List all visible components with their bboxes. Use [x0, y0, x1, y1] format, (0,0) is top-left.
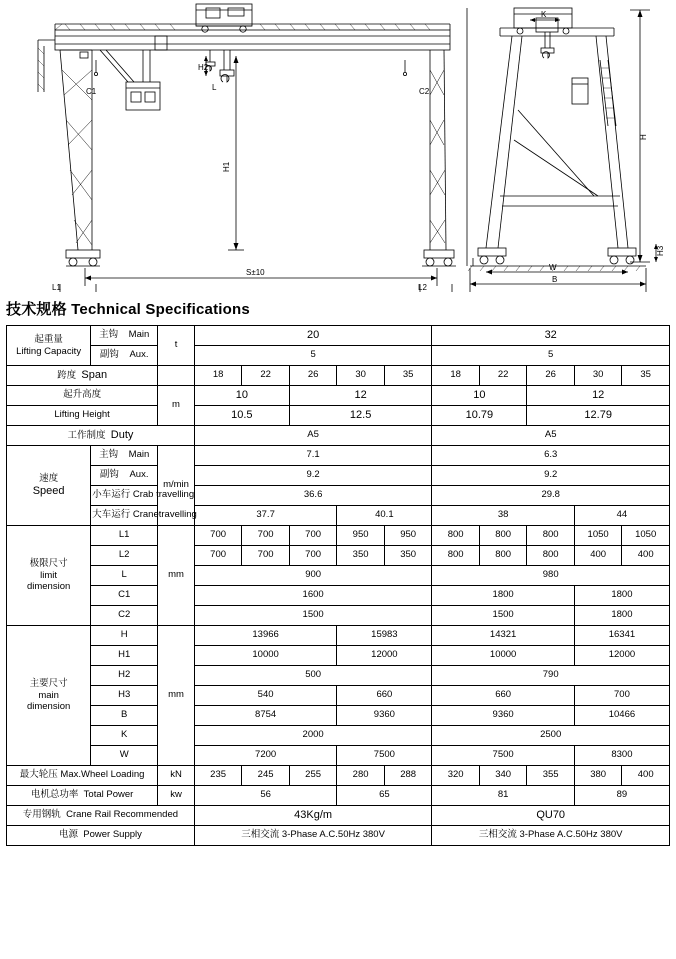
- cell-supply-2: 三相交流 3-Phase A.C.50Hz 380V: [432, 826, 670, 846]
- label-c2: C2: [419, 87, 430, 96]
- cell-w-2: 7500: [337, 746, 432, 766]
- row-label-main-dimension: 主要尺寸 main dimension: [7, 626, 91, 766]
- cell-h1-3: 10000: [432, 646, 575, 666]
- cell-speed-crane-2: 40.1: [337, 506, 432, 526]
- label-h2: H2: [198, 63, 209, 72]
- limit-key-c1: C1: [91, 586, 158, 606]
- cell-speed-aux-1: 9.2: [194, 466, 432, 486]
- cell-wheel-10: 400: [622, 766, 670, 786]
- cell-l-2: 980: [432, 566, 670, 586]
- row-label-span: 跨度 Span: [7, 366, 158, 386]
- cell-capacity-20: 20: [194, 326, 432, 346]
- cell-l2-7: 800: [479, 546, 527, 566]
- label-k: K: [541, 10, 547, 19]
- table-row: [7, 806, 670, 826]
- cell-l1-9: 1050: [574, 526, 622, 546]
- cell-rail-1: 43Kg/m: [194, 806, 432, 826]
- main-key-h3: H3: [91, 686, 158, 706]
- unit-span: [158, 366, 195, 386]
- table-row: [7, 626, 670, 646]
- cell-l2-6: 800: [432, 546, 480, 566]
- cell-speed-aux-2: 9.2: [432, 466, 670, 486]
- cell-l1-3: 700: [289, 526, 337, 546]
- cell-span-7: 22: [479, 366, 527, 386]
- cell-speed-main-1: 7.1: [194, 446, 432, 466]
- cell-l2-1: 700: [194, 546, 242, 566]
- cell-c2-2: 1500: [432, 606, 575, 626]
- label-c1: C1: [86, 87, 97, 96]
- cell-lh-2: 12: [289, 386, 432, 406]
- cell-wheel-8: 355: [527, 766, 575, 786]
- cell-l1-2: 700: [242, 526, 290, 546]
- speed-sub-crane: 大车运行 Cranetravelling: [91, 506, 158, 526]
- label-l2: L2: [418, 283, 427, 292]
- cell-h-4: 16341: [574, 626, 669, 646]
- table-row: [7, 786, 670, 806]
- cell-span-8: 26: [527, 366, 575, 386]
- cell-span-1: 18: [194, 366, 242, 386]
- cell-c1-1: 1600: [194, 586, 432, 606]
- row-label-max-wheel-loading: 最大轮压 Max.Wheel Loading: [7, 766, 158, 786]
- cell-l1-7: 800: [479, 526, 527, 546]
- label-h: H: [639, 134, 648, 140]
- cell-h-3: 14321: [432, 626, 575, 646]
- cell-w-1: 7200: [194, 746, 337, 766]
- cell-k-2: 2500: [432, 726, 670, 746]
- cell-h1-2: 12000: [337, 646, 432, 666]
- cell-l1-5: 950: [384, 526, 432, 546]
- crane-drawing: [0, 0, 676, 296]
- cell-wheel-2: 245: [242, 766, 290, 786]
- cell-lh-4: 12: [527, 386, 670, 406]
- limit-key-l: L: [91, 566, 158, 586]
- table-row: [7, 426, 670, 446]
- cell-b-1: 8754: [194, 706, 337, 726]
- page-title: 技术规格 Technical Specifications: [6, 301, 250, 318]
- cell-duty-2: A5: [432, 426, 670, 446]
- cell-b-2: 9360: [337, 706, 432, 726]
- unit-kn: kN: [158, 766, 195, 786]
- speed-sub-crab: 小车运行 Crab travelling: [91, 486, 158, 506]
- cell-lh2-4: 12.79: [527, 406, 670, 426]
- cell-c2-3: 1800: [574, 606, 669, 626]
- cell-wheel-7: 340: [479, 766, 527, 786]
- cell-h2-1: 500: [194, 666, 432, 686]
- speed-sub-aux: 副钩 Aux.: [91, 466, 158, 486]
- label-h3: H3: [656, 245, 665, 256]
- cell-power-4: 89: [574, 786, 669, 806]
- row-label-lifting-capacity: 起重量 Lifting Capacity: [7, 326, 91, 366]
- unit-mmin: m/min: [158, 446, 195, 526]
- limit-key-c2: C2: [91, 606, 158, 626]
- cell-wheel-3: 255: [289, 766, 337, 786]
- table-row: [7, 586, 670, 606]
- table-row: [7, 546, 670, 566]
- cell-speed-crab-2: 29.8: [432, 486, 670, 506]
- table-row: [7, 326, 670, 346]
- cell-supply-1: 三相交流 3-Phase A.C.50Hz 380V: [194, 826, 432, 846]
- cell-aux-2: 5: [432, 346, 670, 366]
- cell-span-5: 35: [384, 366, 432, 386]
- cell-l2-2: 700: [242, 546, 290, 566]
- cell-h3-2: 660: [337, 686, 432, 706]
- label-l1: L1: [52, 283, 61, 292]
- cell-lh2-1: 10.5: [194, 406, 289, 426]
- cell-h2-2: 790: [432, 666, 670, 686]
- cell-aux-1: 5: [194, 346, 432, 366]
- table-row: [7, 746, 670, 766]
- cell-b-3: 9360: [432, 706, 575, 726]
- table-row: [7, 466, 670, 486]
- speed-sub-main: 主钩 Main: [91, 446, 158, 466]
- cell-speed-crane-4: 44: [574, 506, 669, 526]
- cell-l2-8: 800: [527, 546, 575, 566]
- cell-lh-1: 10: [194, 386, 289, 406]
- table-row: [7, 646, 670, 666]
- cell-span-3: 26: [289, 366, 337, 386]
- table-row: [7, 526, 670, 546]
- cell-speed-crane-1: 37.7: [194, 506, 337, 526]
- main-key-h1: H1: [91, 646, 158, 666]
- cell-l2-9: 400: [574, 546, 622, 566]
- table-row: [7, 686, 670, 706]
- unit-mm-limit: mm: [158, 526, 195, 626]
- main-key-w: W: [91, 746, 158, 766]
- cell-wheel-1: 235: [194, 766, 242, 786]
- cell-speed-main-2: 6.3: [432, 446, 670, 466]
- row-label-lifting-height-cn: 起升高度: [7, 386, 158, 406]
- cell-wheel-9: 380: [574, 766, 622, 786]
- cell-h3-4: 700: [574, 686, 669, 706]
- label-w: W: [549, 263, 557, 272]
- technical-specifications-table: [6, 325, 670, 846]
- sublabel-aux: 副钩 Aux.: [91, 346, 158, 366]
- cell-span-9: 30: [574, 366, 622, 386]
- table-row: [7, 706, 670, 726]
- cell-l1-4: 950: [337, 526, 385, 546]
- cell-c1-3: 1800: [574, 586, 669, 606]
- cell-h-1: 13966: [194, 626, 337, 646]
- cell-h1-1: 10000: [194, 646, 337, 666]
- limit-key-l2: L2: [91, 546, 158, 566]
- row-label-limit-dimension: 极限尺寸 limit dimension: [7, 526, 91, 626]
- row-label-duty: 工作制度 Duty: [7, 426, 195, 446]
- cell-l2-4: 350: [337, 546, 385, 566]
- cell-w-3: 7500: [432, 746, 575, 766]
- table-row: [7, 386, 670, 406]
- table-row: [7, 486, 670, 506]
- table-row: [7, 506, 670, 526]
- unit-mm-main: mm: [158, 626, 195, 766]
- cell-c1-2: 1800: [432, 586, 575, 606]
- cell-wheel-5: 288: [384, 766, 432, 786]
- cell-l2-3: 700: [289, 546, 337, 566]
- main-key-b: B: [91, 706, 158, 726]
- cell-l2-5: 350: [384, 546, 432, 566]
- label-h1: H1: [222, 161, 231, 172]
- row-label-crane-rail: 专用钢轨 Crane Rail Recommended: [7, 806, 195, 826]
- table-row: [7, 446, 670, 466]
- unit-t: t: [158, 326, 195, 366]
- cell-l1-6: 800: [432, 526, 480, 546]
- cell-b-4: 10466: [574, 706, 669, 726]
- limit-key-l1: L1: [91, 526, 158, 546]
- row-label-lifting-height-en: Lifting Height: [7, 406, 158, 426]
- unit-m: m: [158, 386, 195, 426]
- unit-kw: kw: [158, 786, 195, 806]
- table-row: [7, 826, 670, 846]
- cell-power-1: 56: [194, 786, 337, 806]
- main-key-h2: H2: [91, 666, 158, 686]
- cell-rail-2: QU70: [432, 806, 670, 826]
- cell-duty-1: A5: [194, 426, 432, 446]
- cell-wheel-4: 280: [337, 766, 385, 786]
- row-label-speed: 速度 Speed: [7, 446, 91, 526]
- cell-w-4: 8300: [574, 746, 669, 766]
- sublabel-main: 主钩 Main: [91, 326, 158, 346]
- main-key-k: K: [91, 726, 158, 746]
- table-row: [7, 566, 670, 586]
- table-row: [7, 726, 670, 746]
- table-row: [7, 406, 670, 426]
- cell-h1-4: 12000: [574, 646, 669, 666]
- cell-lh2-2: 12.5: [289, 406, 432, 426]
- cell-h3-1: 540: [194, 686, 337, 706]
- cell-c2-1: 1500: [194, 606, 432, 626]
- cell-lh2-3: 10.79: [432, 406, 527, 426]
- cell-capacity-32: 32: [432, 326, 670, 346]
- table-row: [7, 366, 670, 386]
- cell-span-10: 35: [622, 366, 670, 386]
- cell-l2-10: 400: [622, 546, 670, 566]
- cell-span-4: 30: [337, 366, 385, 386]
- table-row: [7, 666, 670, 686]
- cell-l1-8: 800: [527, 526, 575, 546]
- cell-h3-3: 660: [432, 686, 575, 706]
- cell-l1-1: 700: [194, 526, 242, 546]
- label-span: S±10: [246, 268, 265, 277]
- cell-l-1: 900: [194, 566, 432, 586]
- cell-wheel-6: 320: [432, 766, 480, 786]
- cell-span-6: 18: [432, 366, 480, 386]
- row-label-total-power: 电机总功率 Total Power: [7, 786, 158, 806]
- cell-span-2: 22: [242, 366, 290, 386]
- cell-power-2: 65: [337, 786, 432, 806]
- row-label-power-supply: 电源 Power Supply: [7, 826, 195, 846]
- cell-lh-3: 10: [432, 386, 527, 406]
- table-row: [7, 766, 670, 786]
- main-key-h: H: [91, 626, 158, 646]
- cell-speed-crab-1: 36.6: [194, 486, 432, 506]
- table-row: [7, 346, 670, 366]
- cell-l1-10: 1050: [622, 526, 670, 546]
- cell-k-1: 2000: [194, 726, 432, 746]
- table-row: [7, 606, 670, 626]
- cell-h-2: 15983: [337, 626, 432, 646]
- label-b: B: [552, 275, 558, 284]
- label-l: L: [212, 83, 217, 92]
- cell-power-3: 81: [432, 786, 575, 806]
- cell-speed-crane-3: 38: [432, 506, 575, 526]
